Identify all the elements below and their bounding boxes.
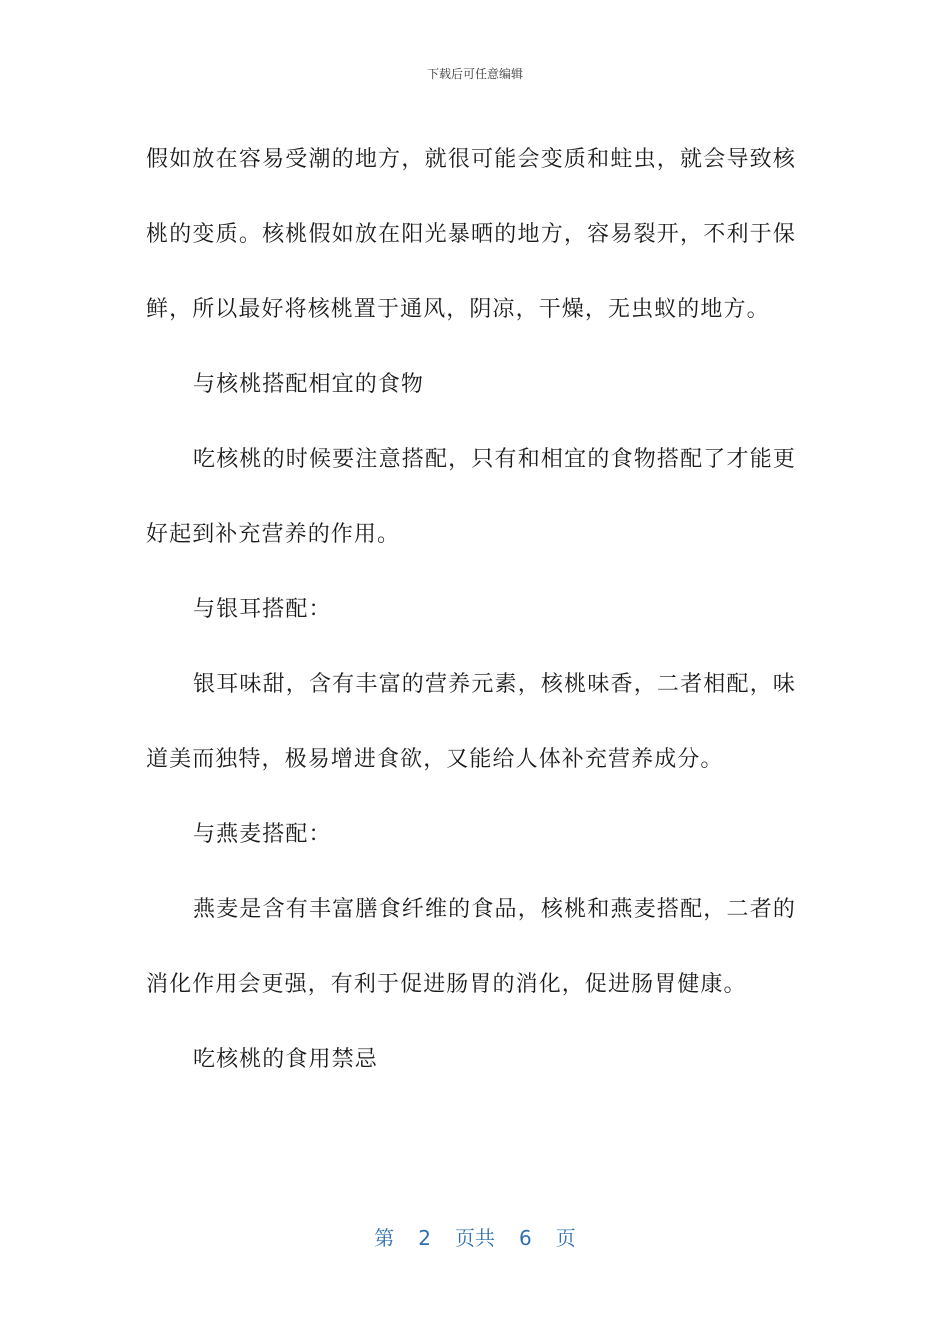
paragraph-storage: 假如放在容易受潮的地方，就很可能会变质和蛀虫，就会导致核桃的变质。核桃假如放在阳光暴晒的地方，容易裂开，不利于保鲜，所以最好将核桃置于通风，阴凉，干燥，无虫蚁的地方。 [146, 147, 796, 322]
footer-middle: 页共 [455, 1226, 495, 1250]
paragraph-pairing-intro: 吃核桃的时候要注意搭配，只有和相宜的食物搭配了才能更好起到补充营养的作用。 [146, 447, 796, 547]
footer-suffix: 页 [555, 1226, 576, 1250]
document-body [146, 122, 796, 1097]
paragraph-oat: 燕麦是含有丰富膳食纤维的食品，核桃和燕麦搭配，二者的消化作用会更强，有利于促进肠胃的消化，促进肠胃健康。 [146, 897, 796, 997]
page-footer [0, 1224, 950, 1252]
heading-oat-pairing: 与燕麦搭配： [193, 822, 332, 847]
footer-current-page: 2 [418, 1226, 431, 1250]
footer-prefix: 第 [374, 1226, 395, 1250]
footer-total-pages: 6 [519, 1226, 532, 1250]
heading-taboos: 吃核桃的食用禁忌 [193, 1047, 378, 1072]
page-header: 下载后可任意编辑 [426, 67, 523, 81]
heading-suitable-foods: 与核桃搭配相宜的食物 [193, 372, 425, 397]
paragraph-tremella: 银耳味甜，含有丰富的营养元素，核桃味香，二者相配，味道美而独特，极易增进食欲，又能给人体补充营养成分。 [146, 672, 796, 772]
heading-tremella-pairing: 与银耳搭配： [193, 597, 332, 622]
